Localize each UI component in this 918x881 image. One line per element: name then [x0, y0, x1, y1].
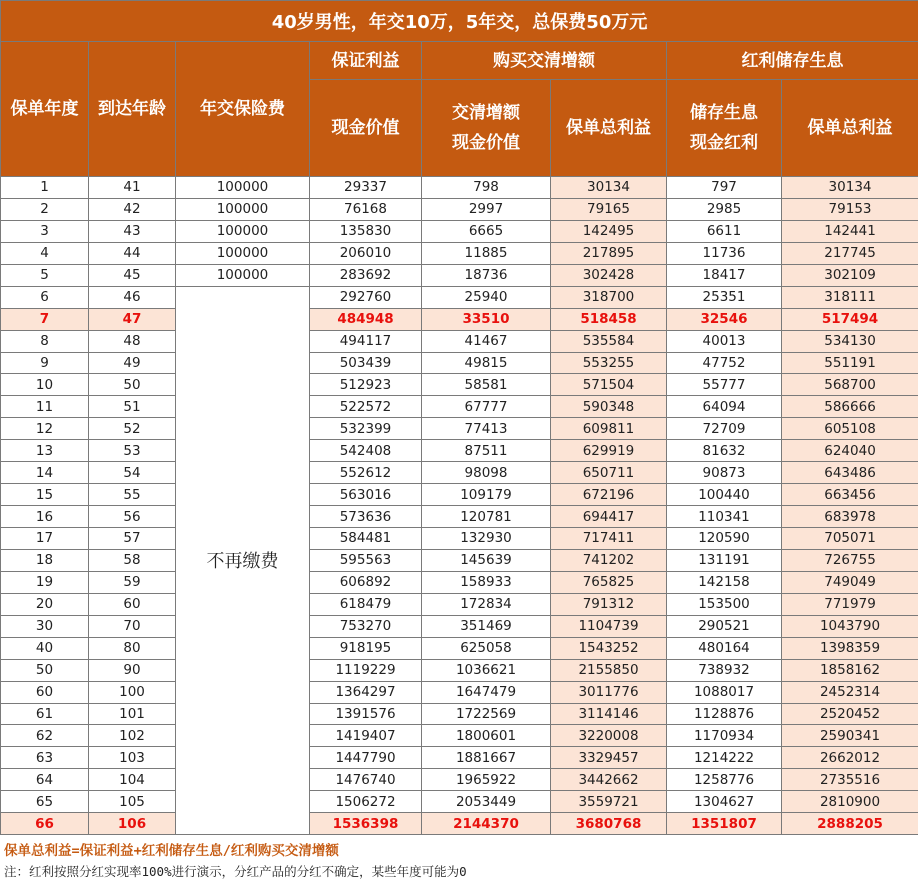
table-cell: 6 — [1, 286, 89, 308]
table-row — [1, 528, 918, 550]
table-cell: 90 — [89, 659, 176, 681]
header-policy-year: 保单年度 — [1, 42, 89, 177]
table-cell: 302109 — [782, 264, 918, 286]
table-cell: 25351 — [667, 286, 782, 308]
table-cell: 553255 — [551, 352, 667, 374]
table-cell: 72709 — [667, 418, 782, 440]
table-cell: 110341 — [667, 506, 782, 528]
table-cell: 918195 — [310, 637, 422, 659]
table-row — [1, 177, 918, 199]
table-cell: 2452314 — [782, 681, 918, 703]
table-cell: 145639 — [422, 549, 551, 571]
table-cell: 66 — [1, 813, 89, 835]
table-cell: 1858162 — [782, 659, 918, 681]
table-cell: 60 — [1, 681, 89, 703]
table-cell: 40013 — [667, 330, 782, 352]
table-cell: 54 — [89, 462, 176, 484]
table-cell: 643486 — [782, 462, 918, 484]
table-cell: 30134 — [782, 177, 918, 199]
table-cell: 624040 — [782, 440, 918, 462]
table-cell: 142441 — [782, 220, 918, 242]
table-cell: 2520452 — [782, 703, 918, 725]
table-row — [1, 725, 918, 747]
table-cell: 102 — [89, 725, 176, 747]
table-cell: 512923 — [310, 374, 422, 396]
table-cell: 64094 — [667, 396, 782, 418]
table-cell: 49815 — [422, 352, 551, 374]
table-cell: 33510 — [422, 308, 551, 330]
table-row — [1, 593, 918, 615]
table-row — [1, 813, 918, 835]
table-cell: 4 — [1, 242, 89, 264]
table-cell: 8 — [1, 330, 89, 352]
table-cell: 5 — [1, 264, 89, 286]
table-row — [1, 637, 918, 659]
table-cell: 542408 — [310, 440, 422, 462]
table-cell: 206010 — [310, 242, 422, 264]
table-cell: 65 — [1, 791, 89, 813]
table-cell: 2590341 — [782, 725, 918, 747]
table-row — [1, 220, 918, 242]
table-row — [1, 659, 918, 681]
table-cell: 1476740 — [310, 769, 422, 791]
header-annual-premium: 年交保险费 — [176, 42, 310, 177]
table-cell: 1391576 — [310, 703, 422, 725]
table-cell: 318111 — [782, 286, 918, 308]
table-cell: 217745 — [782, 242, 918, 264]
table-cell: 41467 — [422, 330, 551, 352]
table-cell: 726755 — [782, 549, 918, 571]
table-cell: 11885 — [422, 242, 551, 264]
table-cell: 1543252 — [551, 637, 667, 659]
table-cell: 29337 — [310, 177, 422, 199]
table-row — [1, 308, 918, 330]
table-cell: 705071 — [782, 528, 918, 550]
table-cell: 158933 — [422, 571, 551, 593]
table-cell: 135830 — [310, 220, 422, 242]
table-cell: 104 — [89, 769, 176, 791]
table-cell: 217895 — [551, 242, 667, 264]
table-cell: 535584 — [551, 330, 667, 352]
table-cell: 100440 — [667, 484, 782, 506]
table-row — [1, 571, 918, 593]
table-cell: 9 — [1, 352, 89, 374]
table-cell: 47752 — [667, 352, 782, 374]
table-cell: 11 — [1, 396, 89, 418]
table-cell: 3680768 — [551, 813, 667, 835]
table-cell: 25940 — [422, 286, 551, 308]
table-cell: 1881667 — [422, 747, 551, 769]
table-cell: 132930 — [422, 528, 551, 550]
table-cell: 44 — [89, 242, 176, 264]
table-cell: 650711 — [551, 462, 667, 484]
table-cell: 2888205 — [782, 813, 918, 835]
table-cell: 55 — [89, 484, 176, 506]
table-cell: 19 — [1, 571, 89, 593]
table-cell: 584481 — [310, 528, 422, 550]
table-cell: 59 — [89, 571, 176, 593]
table-cell: 1036621 — [422, 659, 551, 681]
table-cell: 48 — [89, 330, 176, 352]
disclaimer-note: 注：红利按照分红实现率100%进行演示，分红产品的分红不确定，某些年度可能为0 — [4, 864, 467, 879]
table-cell: 1647479 — [422, 681, 551, 703]
table-cell: 609811 — [551, 418, 667, 440]
notes — [0, 835, 918, 881]
table-cell: 2662012 — [782, 747, 918, 769]
table-cell: 30134 — [551, 177, 667, 199]
table-cell: 62 — [1, 725, 89, 747]
table-cell: 67777 — [422, 396, 551, 418]
table-cell: 76168 — [310, 198, 422, 220]
table-cell: 15 — [1, 484, 89, 506]
table-cell: 1536398 — [310, 813, 422, 835]
table-cell: 302428 — [551, 264, 667, 286]
table-cell: 629919 — [551, 440, 667, 462]
table-cell: 142495 — [551, 220, 667, 242]
table-cell: 292760 — [310, 286, 422, 308]
table-cell: 12 — [1, 418, 89, 440]
table-cell: 101 — [89, 703, 176, 725]
table-cell: 20 — [1, 593, 89, 615]
table-row — [1, 462, 918, 484]
table-cell: 618479 — [310, 593, 422, 615]
table-cell: 17 — [1, 528, 89, 550]
table-row — [1, 769, 918, 791]
header-dividend: 红利储存生息 — [667, 42, 918, 80]
table-cell: 81632 — [667, 440, 782, 462]
table-cell: 534130 — [782, 330, 918, 352]
table-row — [1, 440, 918, 462]
table-row — [1, 242, 918, 264]
table-cell: 484948 — [310, 308, 422, 330]
table-row — [1, 352, 918, 374]
table-cell: 3011776 — [551, 681, 667, 703]
table-row — [1, 374, 918, 396]
table-cell: 1364297 — [310, 681, 422, 703]
table-cell: 2 — [1, 198, 89, 220]
header-guaranteed: 保证利益 — [310, 42, 422, 80]
table-cell: 105 — [89, 791, 176, 813]
table-cell: 1170934 — [667, 725, 782, 747]
table-cell: 3220008 — [551, 725, 667, 747]
table-cell: 58581 — [422, 374, 551, 396]
table-row — [1, 549, 918, 571]
table-cell: 2997 — [422, 198, 551, 220]
table-cell: 590348 — [551, 396, 667, 418]
table-title: 40岁男性，年交10万，5年交，总保费50万元 — [1, 1, 918, 42]
table-cell: 63 — [1, 747, 89, 769]
table-cell: 64 — [1, 769, 89, 791]
table-cell: 50 — [89, 374, 176, 396]
table-cell: 50 — [1, 659, 89, 681]
no-payment-cell: 不再缴费 — [176, 286, 310, 834]
table-cell: 55777 — [667, 374, 782, 396]
table-cell: 120781 — [422, 506, 551, 528]
table-cell: 1104739 — [551, 615, 667, 637]
table-cell: 46 — [89, 286, 176, 308]
table-cell: 672196 — [551, 484, 667, 506]
table-cell: 494117 — [310, 330, 422, 352]
table-cell: 1800601 — [422, 725, 551, 747]
table-cell: 131191 — [667, 549, 782, 571]
table-cell: 517494 — [782, 308, 918, 330]
table-cell: 551191 — [782, 352, 918, 374]
table-cell: 738932 — [667, 659, 782, 681]
table-row — [1, 330, 918, 352]
table-cell: 318700 — [551, 286, 667, 308]
table-cell: 3559721 — [551, 791, 667, 813]
table-cell: 120590 — [667, 528, 782, 550]
table-cell: 30 — [1, 615, 89, 637]
table-cell: 605108 — [782, 418, 918, 440]
table-cell: 6611 — [667, 220, 782, 242]
table-cell: 90873 — [667, 462, 782, 484]
table-cell: 1506272 — [310, 791, 422, 813]
table-cell: 87511 — [422, 440, 551, 462]
table-cell: 532399 — [310, 418, 422, 440]
header-paid-up: 购买交清增额 — [422, 42, 667, 80]
table-cell: 1128876 — [667, 703, 782, 725]
table-row — [1, 506, 918, 528]
table-cell: 694417 — [551, 506, 667, 528]
table-cell: 98098 — [422, 462, 551, 484]
table-cell: 2053449 — [422, 791, 551, 813]
table-cell: 1398359 — [782, 637, 918, 659]
table-cell: 717411 — [551, 528, 667, 550]
table-cell: 100000 — [176, 198, 310, 220]
table-cell: 13 — [1, 440, 89, 462]
table-cell: 100 — [89, 681, 176, 703]
table-cell: 7 — [1, 308, 89, 330]
table-cell: 571504 — [551, 374, 667, 396]
table-cell: 1722569 — [422, 703, 551, 725]
table-cell: 103 — [89, 747, 176, 769]
table-cell: 45 — [89, 264, 176, 286]
table-cell: 61 — [1, 703, 89, 725]
table-cell: 3114146 — [551, 703, 667, 725]
header-dividend-cash: 储存生息 现金红利 — [667, 80, 782, 177]
table-cell: 749049 — [782, 571, 918, 593]
table-cell: 32546 — [667, 308, 782, 330]
table-cell: 283692 — [310, 264, 422, 286]
table-row — [1, 198, 918, 220]
table-cell: 57 — [89, 528, 176, 550]
table-cell: 42 — [89, 198, 176, 220]
table-cell: 2735516 — [782, 769, 918, 791]
table-cell: 52 — [89, 418, 176, 440]
table-cell: 503439 — [310, 352, 422, 374]
table-cell: 741202 — [551, 549, 667, 571]
table-cell: 58 — [89, 549, 176, 571]
table-cell: 40 — [1, 637, 89, 659]
table-row — [1, 791, 918, 813]
table-cell: 290521 — [667, 615, 782, 637]
table-cell: 595563 — [310, 549, 422, 571]
table-cell: 80 — [89, 637, 176, 659]
table-cell: 1043790 — [782, 615, 918, 637]
table-cell: 56 — [89, 506, 176, 528]
table-cell: 765825 — [551, 571, 667, 593]
table-cell: 18417 — [667, 264, 782, 286]
table-cell: 18736 — [422, 264, 551, 286]
table-cell: 109179 — [422, 484, 551, 506]
table-cell: 683978 — [782, 506, 918, 528]
table-cell: 41 — [89, 177, 176, 199]
table-cell: 2144370 — [422, 813, 551, 835]
table-cell: 625058 — [422, 637, 551, 659]
table-cell: 1304627 — [667, 791, 782, 813]
table-row — [1, 286, 918, 308]
table-cell: 79165 — [551, 198, 667, 220]
table-cell: 2985 — [667, 198, 782, 220]
table-row — [1, 418, 918, 440]
table-row — [1, 681, 918, 703]
table-cell: 53 — [89, 440, 176, 462]
table-body — [1, 177, 918, 835]
table-cell: 3329457 — [551, 747, 667, 769]
table-cell: 60 — [89, 593, 176, 615]
table-row — [1, 396, 918, 418]
table-cell: 6665 — [422, 220, 551, 242]
table-cell: 3 — [1, 220, 89, 242]
table-cell: 70 — [89, 615, 176, 637]
table-row — [1, 484, 918, 506]
table-cell: 43 — [89, 220, 176, 242]
table-row — [1, 703, 918, 725]
table-cell: 798 — [422, 177, 551, 199]
header-total-benefit-a: 保单总利益 — [551, 80, 667, 177]
table-cell: 100000 — [176, 264, 310, 286]
table-cell: 172834 — [422, 593, 551, 615]
table-cell: 106 — [89, 813, 176, 835]
table-row — [1, 264, 918, 286]
table-cell: 49 — [89, 352, 176, 374]
table-cell: 351469 — [422, 615, 551, 637]
table-cell: 79153 — [782, 198, 918, 220]
table-cell: 11736 — [667, 242, 782, 264]
table-cell: 3442662 — [551, 769, 667, 791]
table-cell: 586666 — [782, 396, 918, 418]
table-cell: 606892 — [310, 571, 422, 593]
table-cell: 47 — [89, 308, 176, 330]
table-cell: 51 — [89, 396, 176, 418]
table-cell: 100000 — [176, 177, 310, 199]
table-cell: 552612 — [310, 462, 422, 484]
table-cell: 1351807 — [667, 813, 782, 835]
table-cell: 18 — [1, 549, 89, 571]
table-cell: 2810900 — [782, 791, 918, 813]
table-row — [1, 747, 918, 769]
table-cell: 791312 — [551, 593, 667, 615]
table-cell: 10 — [1, 374, 89, 396]
table-cell: 14 — [1, 462, 89, 484]
table-cell: 77413 — [422, 418, 551, 440]
table-cell: 568700 — [782, 374, 918, 396]
table-row — [1, 615, 918, 637]
table-cell: 663456 — [782, 484, 918, 506]
table-cell: 142158 — [667, 571, 782, 593]
table-cell: 753270 — [310, 615, 422, 637]
header-total-benefit-b: 保单总利益 — [782, 80, 918, 177]
table-cell: 1119229 — [310, 659, 422, 681]
table-cell: 1 — [1, 177, 89, 199]
formula-note: 保单总利益=保证利益+红利储存生息/红利购买交清增额 — [4, 843, 339, 859]
table-cell: 797 — [667, 177, 782, 199]
header-paid-up-cash-value: 交清增额 现金价值 — [422, 80, 551, 177]
table-cell: 1088017 — [667, 681, 782, 703]
table-cell: 1419407 — [310, 725, 422, 747]
table-cell: 522572 — [310, 396, 422, 418]
header-cash-value: 现金价值 — [310, 80, 422, 177]
table-cell: 1965922 — [422, 769, 551, 791]
table-cell: 480164 — [667, 637, 782, 659]
table-cell: 518458 — [551, 308, 667, 330]
table-cell: 771979 — [782, 593, 918, 615]
table-cell: 16 — [1, 506, 89, 528]
table-cell: 573636 — [310, 506, 422, 528]
table-cell: 1214222 — [667, 747, 782, 769]
table-cell: 2155850 — [551, 659, 667, 681]
table-cell: 1447790 — [310, 747, 422, 769]
table-cell: 100000 — [176, 220, 310, 242]
table-cell: 1258776 — [667, 769, 782, 791]
table-cell: 153500 — [667, 593, 782, 615]
table-cell: 563016 — [310, 484, 422, 506]
header-age: 到达年龄 — [89, 42, 176, 177]
table-cell: 100000 — [176, 242, 310, 264]
